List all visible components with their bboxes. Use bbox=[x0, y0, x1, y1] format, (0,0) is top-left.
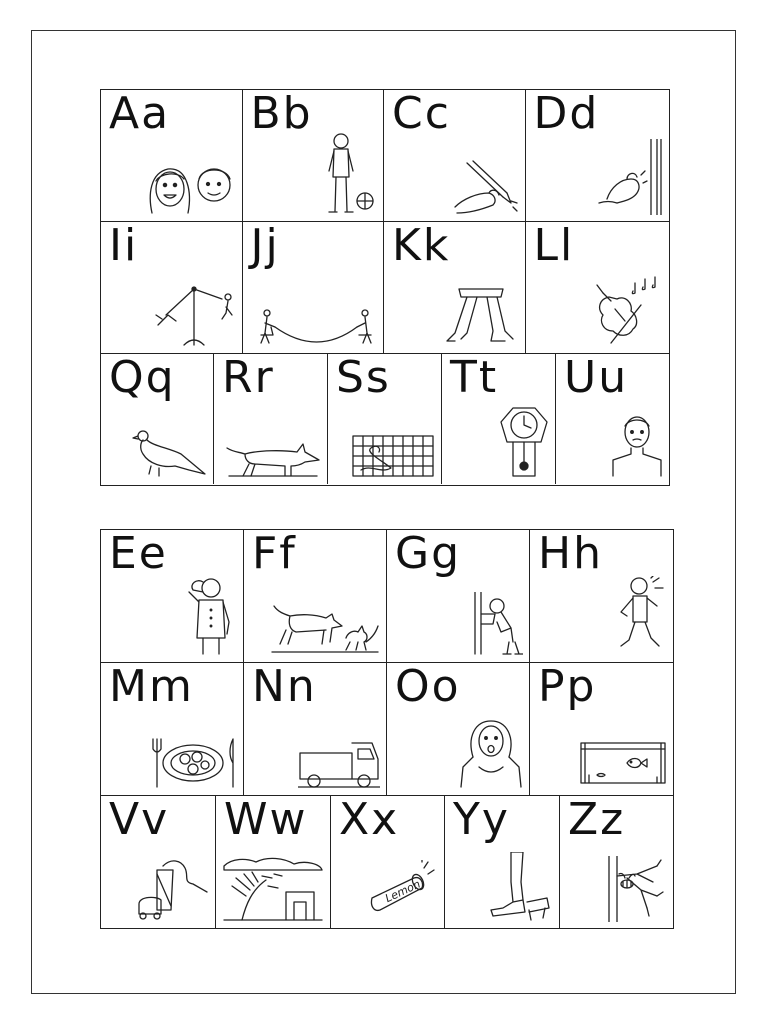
letter-card-p bbox=[530, 663, 673, 796]
letter-pair: Kk bbox=[392, 222, 451, 271]
letter-pair: Nn bbox=[252, 663, 317, 712]
letter-pair: Rr bbox=[222, 354, 275, 403]
violin-icon bbox=[589, 275, 663, 347]
letter-pair: Cc bbox=[392, 90, 451, 139]
truck-icon bbox=[298, 739, 380, 789]
letter-pair: Jj bbox=[250, 222, 280, 271]
letter-pair: Oo bbox=[395, 663, 461, 712]
letter-card-t bbox=[442, 354, 556, 484]
chart-row bbox=[101, 530, 673, 663]
lemon-can-icon bbox=[362, 860, 438, 922]
letter-pair: Qq bbox=[109, 354, 176, 403]
letter-card-o bbox=[387, 663, 530, 796]
lemon-can-label: Lemon bbox=[383, 877, 423, 906]
letter-pair: Vv bbox=[109, 796, 170, 845]
snake-cage-icon bbox=[351, 434, 435, 478]
letter-card-i bbox=[101, 222, 243, 354]
letter-pair: Dd bbox=[533, 90, 600, 139]
dog-cat-icon bbox=[270, 602, 380, 656]
letter-pair: Zz bbox=[568, 796, 626, 845]
letter-card-j bbox=[243, 222, 385, 354]
chart-row bbox=[101, 663, 673, 796]
letter-card-g bbox=[387, 530, 530, 663]
letter-pair: Ww bbox=[224, 796, 308, 845]
knocking-door-icon bbox=[597, 139, 663, 215]
letter-card-e bbox=[101, 530, 244, 663]
letter-pair: Ss bbox=[336, 354, 391, 403]
letter-card-q bbox=[101, 354, 214, 484]
dove-icon bbox=[129, 428, 207, 478]
chart-row bbox=[101, 354, 669, 484]
girl-singing-icon bbox=[459, 717, 523, 789]
letter-pair: Pp bbox=[538, 663, 597, 712]
letter-pair: Bb bbox=[250, 90, 313, 139]
letter-pair: Gg bbox=[395, 530, 462, 579]
alphabet-chart-upper bbox=[100, 89, 670, 486]
bee-branch-icon bbox=[597, 856, 667, 922]
faces-icon bbox=[144, 155, 236, 215]
letter-card-w bbox=[216, 796, 331, 928]
letter-card-b bbox=[243, 90, 385, 222]
letter-card-l bbox=[526, 222, 669, 354]
letter-card-a bbox=[101, 90, 243, 222]
letter-card-m bbox=[101, 663, 244, 796]
chart-row bbox=[101, 796, 673, 928]
clock-icon bbox=[499, 406, 549, 478]
alphabet-chart-lower bbox=[100, 529, 674, 929]
letter-card-v bbox=[101, 796, 216, 928]
letter-card-c bbox=[384, 90, 526, 222]
tetherball-icon bbox=[152, 285, 236, 347]
letter-card-k bbox=[384, 222, 526, 354]
letter-pair: Hh bbox=[538, 530, 603, 579]
kicking-legs-icon bbox=[443, 287, 519, 347]
aquarium-icon bbox=[579, 739, 667, 789]
chart-row bbox=[101, 90, 669, 222]
letter-pair: Ff bbox=[252, 530, 297, 579]
wind-storm-icon bbox=[222, 856, 324, 922]
letter-pair: Mm bbox=[109, 663, 194, 712]
letter-card-h bbox=[530, 530, 673, 663]
letter-pair: Xx bbox=[339, 796, 400, 845]
letter-pair: Uu bbox=[564, 354, 629, 403]
boy-ball-icon bbox=[327, 131, 377, 215]
startled-boy-icon bbox=[613, 576, 667, 656]
letter-pair: Yy bbox=[453, 796, 510, 845]
drinking-fountain-icon bbox=[471, 592, 523, 656]
letter-card-x bbox=[331, 796, 445, 928]
letter-pair: Ii bbox=[109, 222, 139, 271]
letter-pair: Ll bbox=[533, 222, 575, 271]
vacuum-icon bbox=[133, 856, 209, 922]
letter-pair: Tt bbox=[450, 354, 499, 403]
letter-pair: Aa bbox=[109, 90, 171, 139]
letter-card-u bbox=[556, 354, 669, 484]
man-icon bbox=[611, 414, 663, 478]
letter-pair: Ee bbox=[109, 530, 168, 579]
man-scratching-icon bbox=[179, 576, 237, 656]
letter-card-f bbox=[244, 530, 387, 663]
wolf-icon bbox=[225, 438, 321, 478]
letter-card-z bbox=[560, 796, 673, 928]
pedal-leg-icon bbox=[483, 852, 553, 922]
letter-card-d bbox=[526, 90, 669, 222]
chart-row bbox=[101, 222, 669, 354]
letter-card-n bbox=[244, 663, 387, 796]
letter-card-y bbox=[445, 796, 560, 928]
jump-rope-icon bbox=[257, 307, 377, 347]
hand-pencil-icon bbox=[453, 159, 519, 215]
plate-food-icon bbox=[151, 737, 237, 789]
letter-card-s bbox=[328, 354, 442, 484]
letter-card-r bbox=[214, 354, 328, 484]
